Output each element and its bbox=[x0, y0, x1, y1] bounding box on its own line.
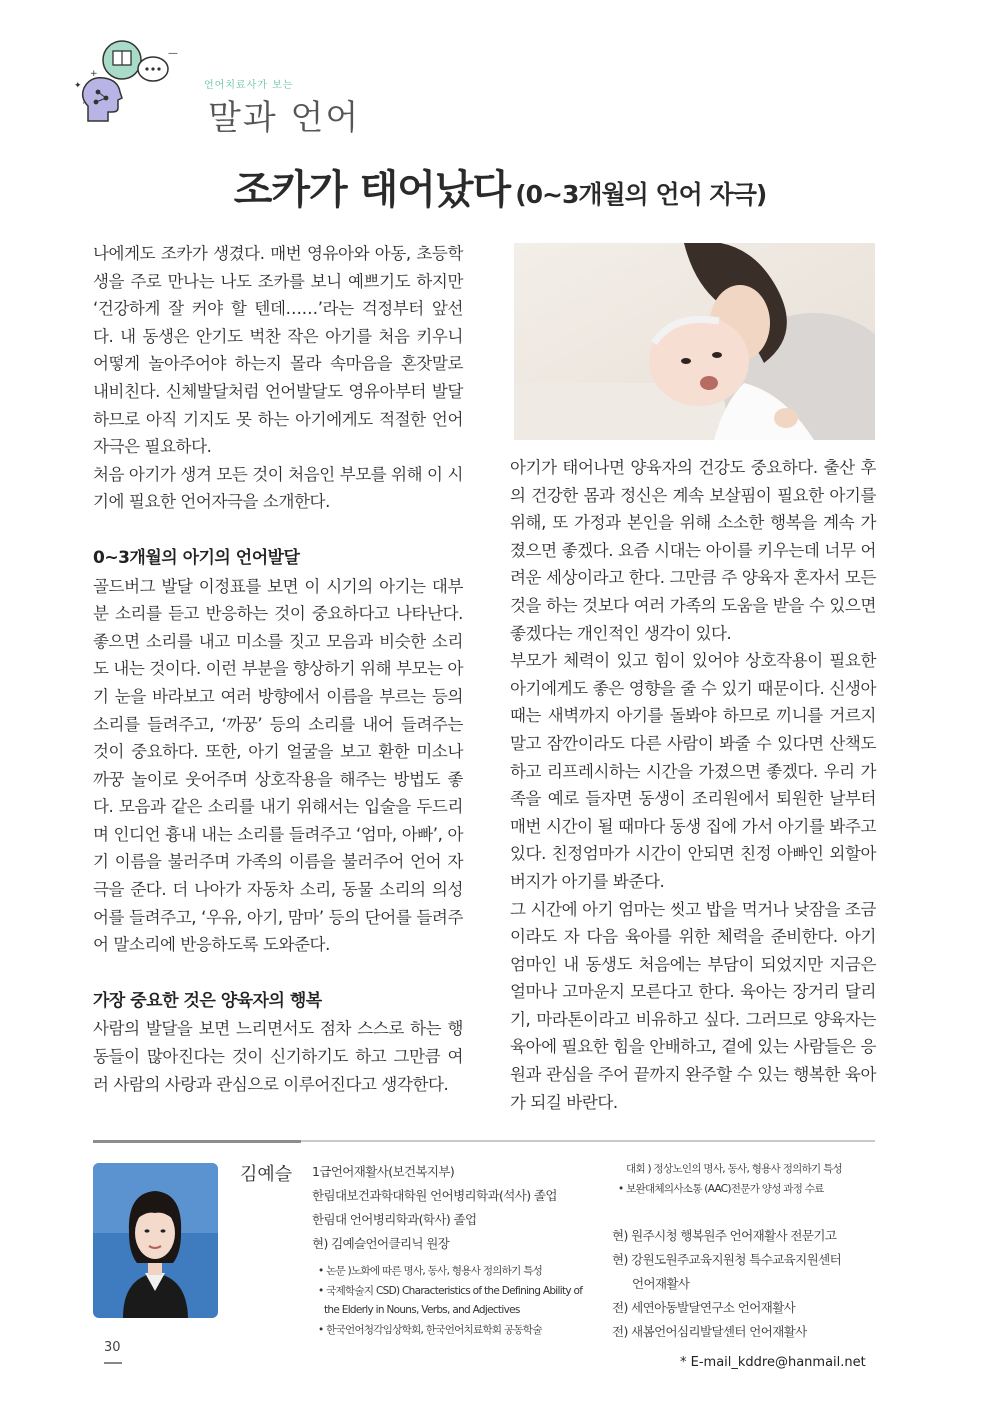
paper-line: • 논문 )노화에 따른 명사, 동사, 형용사 정의하기 특성 bbox=[318, 1265, 543, 1277]
right-paragraph-3: 그 시간에 아기 엄마는 씻고 밥을 먹거나 낮잠을 조금이라도 자 다음 육아를 위한 체력을 준비한다. 아기 엄마인 내 동생도 처음에는 부담이 되었지만 지금은 얼마나 고마운지 모른다고 한다. 육아는 장거리 달리기, 마라톤이라고 비유하고 싶다. 그러므로 양육자는 육아에 필요한 힘을 안배하고, 곁에 있는 사람들은 응원과 관심을 주어 끝까지 완주할 수 있는 행복한 육아가 되길 바란다. bbox=[510, 899, 876, 1112]
intro-paragraph-2: 처음 아기가 생겨 모든 것이 처음인 부모를 위해 이 시기에 필요한 언어자극을 소개한다. bbox=[93, 464, 463, 512]
development-paragraph: 골드버그 발달 이정표를 보면 이 시기의 아기는 대부분 소리를 듣고 반응하는 것이 중요하다고 나타난다. 좋으면 소리를 내고 미소를 짓고 모음과 비슷한 소리도 내는 것이다. 이런 부분을 향상하기 위해 부모는 아기 눈을 바라보고 여러 방향에서 이름을 부르는 등의 소리를 들려주고, ‘까꿍’ 등의 소리를 내어 들려주는 것이 중요하다. 또한, 아기 얼굴을 보고 환한 미소나 까꿍 놀이로 웃어주며 상호작용을 해주는 방법도 좋다. 모음과 같은 소리를 내기 위해서는 입술을 두드리며 인디언 흉내 내는 소리를 들려주고 ‘엄마, 아빠’, 아기 이름을 불러주며 가족의 이름을 불러주어 언어 자극을 준다. 더 나아가 자동차 소리, 동물 소리의 의성어를 들려주고, ‘우유, 아기, 맘마’ 등의 단어를 들려주어 말소리에 반응하도록 도와준다. bbox=[93, 576, 463, 955]
career-line: 한림대보건과학대학원 언어병리학과(석사) 졸업 bbox=[312, 1188, 557, 1203]
section-logo bbox=[70, 36, 361, 138]
author-portrait bbox=[93, 1163, 218, 1318]
author-papers-cont bbox=[618, 1160, 878, 1199]
happiness-paragraph: 사람의 발달을 보면 느리면서도 점차 스스로 하는 행동들이 많아진다는 것이 신기하기도 하고 그만큼 여러 사람의 사랑과 관심으로 이루어진다고 생각한다. bbox=[93, 1019, 463, 1094]
page-title bbox=[0, 158, 1000, 215]
logo-title: 말과 언어 bbox=[208, 98, 361, 138]
position-line: 전) 세연아동발달연구소 언어재활사 bbox=[612, 1300, 796, 1315]
page-number: 30 bbox=[104, 1340, 121, 1355]
author-career bbox=[312, 1160, 602, 1256]
svg-text:+: + bbox=[90, 69, 98, 79]
position-line: 현) 강원도원주교육지원청 특수교육지원센터 bbox=[612, 1252, 842, 1267]
right-column bbox=[510, 454, 876, 1116]
career-line: 한림대 언어병리학과(학사) 졸업 bbox=[312, 1212, 477, 1227]
paper-line: • 보완대체의사소통 (AAC)전문가 양성 과정 수료 bbox=[618, 1182, 824, 1195]
section-heading-development: 0~3개월의 아기의 언어발달 bbox=[93, 547, 300, 568]
right-paragraph-1: 아기가 태어나면 양육자의 건강도 중요하다. 출산 후의 건강한 몸과 정신은 계속 보살핌이 필요한 아기를 위해, 또 가정과 본인을 위해 소소한 행복을 계속 가졌으면 좋겠다. 요즘 시대는 아이를 키우는데 너무 어려운 세상이라고 한다. 그만큼 주 양육자 혼자서 모든 것을 하는 것보다 여러 가족의 도움을 받을 수 있으면 좋겠다는 개인적인 생각이 있다. bbox=[510, 458, 876, 643]
author-email: * E-mail_kddre@hanmail.net bbox=[680, 1355, 866, 1370]
paper-line: the Elderly in Nouns, Verbs, and Adjectives bbox=[324, 1304, 520, 1317]
right-paragraph-2: 부모가 체력이 있고 힘이 있어야 상호작용이 필요한 아기에게도 좋은 영향을 줄 수 있기 때문이다. 신생아 때는 새벽까지 아기를 돌봐야 하므로 끼니를 거르지 말고 잠깐이라도 다른 사람이 봐줄 수 있다면 산책도 하고 리프레시하는 시간을 가졌으면 좋겠다. 우리 가족을 예로 들자면 동생이 조리원에서 퇴원한 날부터 매번 시간이 될 때마다 동생 집에 가서 아기를 봐주고 있다. 친정엄마가 시간이 안되면 친정 아빠인 외할아버지가 아기를 봐준다. bbox=[510, 651, 876, 891]
author-name: 김예슬 bbox=[240, 1164, 293, 1185]
position-line: 전) 새봄언어심리발달센터 언어재활사 bbox=[612, 1324, 807, 1339]
career-line: 1급언어재활사(보건복지부) bbox=[312, 1164, 455, 1179]
author-positions bbox=[612, 1224, 882, 1344]
speech-bubble-head-icon bbox=[70, 36, 210, 136]
title-main: 조카가 태어났다 bbox=[233, 167, 511, 213]
intro-paragraph-1: 나에게도 조카가 생겼다. 매번 영유아와 아동, 초등학생을 주로 만나는 나도 조카를 보니 예쁘기도 하지만 ‘건강하게 잘 커야 할 텐데……’라는 걱정부터 앞선다. 내 동생은 안기도 벅찬 작은 아기를 처음 키우니 어떻게 놀아주어야 하는지 몰라 속마음을 혼잣말로 내비친다. 신체발달처럼 언어발달도 영유아부터 발달하므로 아직 기지도 못 하는 아기에게도 적절한 언어 자극은 필요하다. bbox=[93, 244, 463, 457]
logo-subtitle: 언어치료사가 보는 bbox=[204, 80, 294, 91]
title-sub: (0~3개월의 언어 자극) bbox=[515, 180, 767, 209]
mother-and-baby-photo bbox=[514, 243, 875, 440]
paper-line: 대회 ) 정상노인의 명사, 동사, 형용사 정의하기 특성 bbox=[626, 1163, 842, 1175]
paper-line: • 국제학술지 CSD) Characteristics of the Defining Ability of bbox=[318, 1284, 583, 1297]
author-papers bbox=[318, 1262, 598, 1340]
divider-accent bbox=[93, 1140, 301, 1143]
left-column bbox=[93, 240, 463, 1098]
svg-text:·: · bbox=[82, 99, 85, 109]
page-number-underline bbox=[104, 1362, 122, 1364]
svg-text:—: — bbox=[168, 48, 178, 59]
position-line: 현) 원주시청 행복원주 언어재활사 전문기고 bbox=[612, 1228, 837, 1243]
position-line: 언어재활사 bbox=[632, 1276, 690, 1291]
paper-line: • 한국언어청각임상학회, 한국언어치료학회 공동학술 bbox=[318, 1323, 542, 1336]
section-heading-happiness: 가장 중요한 것은 양육자의 행복 bbox=[93, 990, 322, 1011]
svg-text:✦: ✦ bbox=[74, 81, 82, 91]
career-line: 현) 김예슬언어클리닉 원장 bbox=[312, 1236, 450, 1251]
